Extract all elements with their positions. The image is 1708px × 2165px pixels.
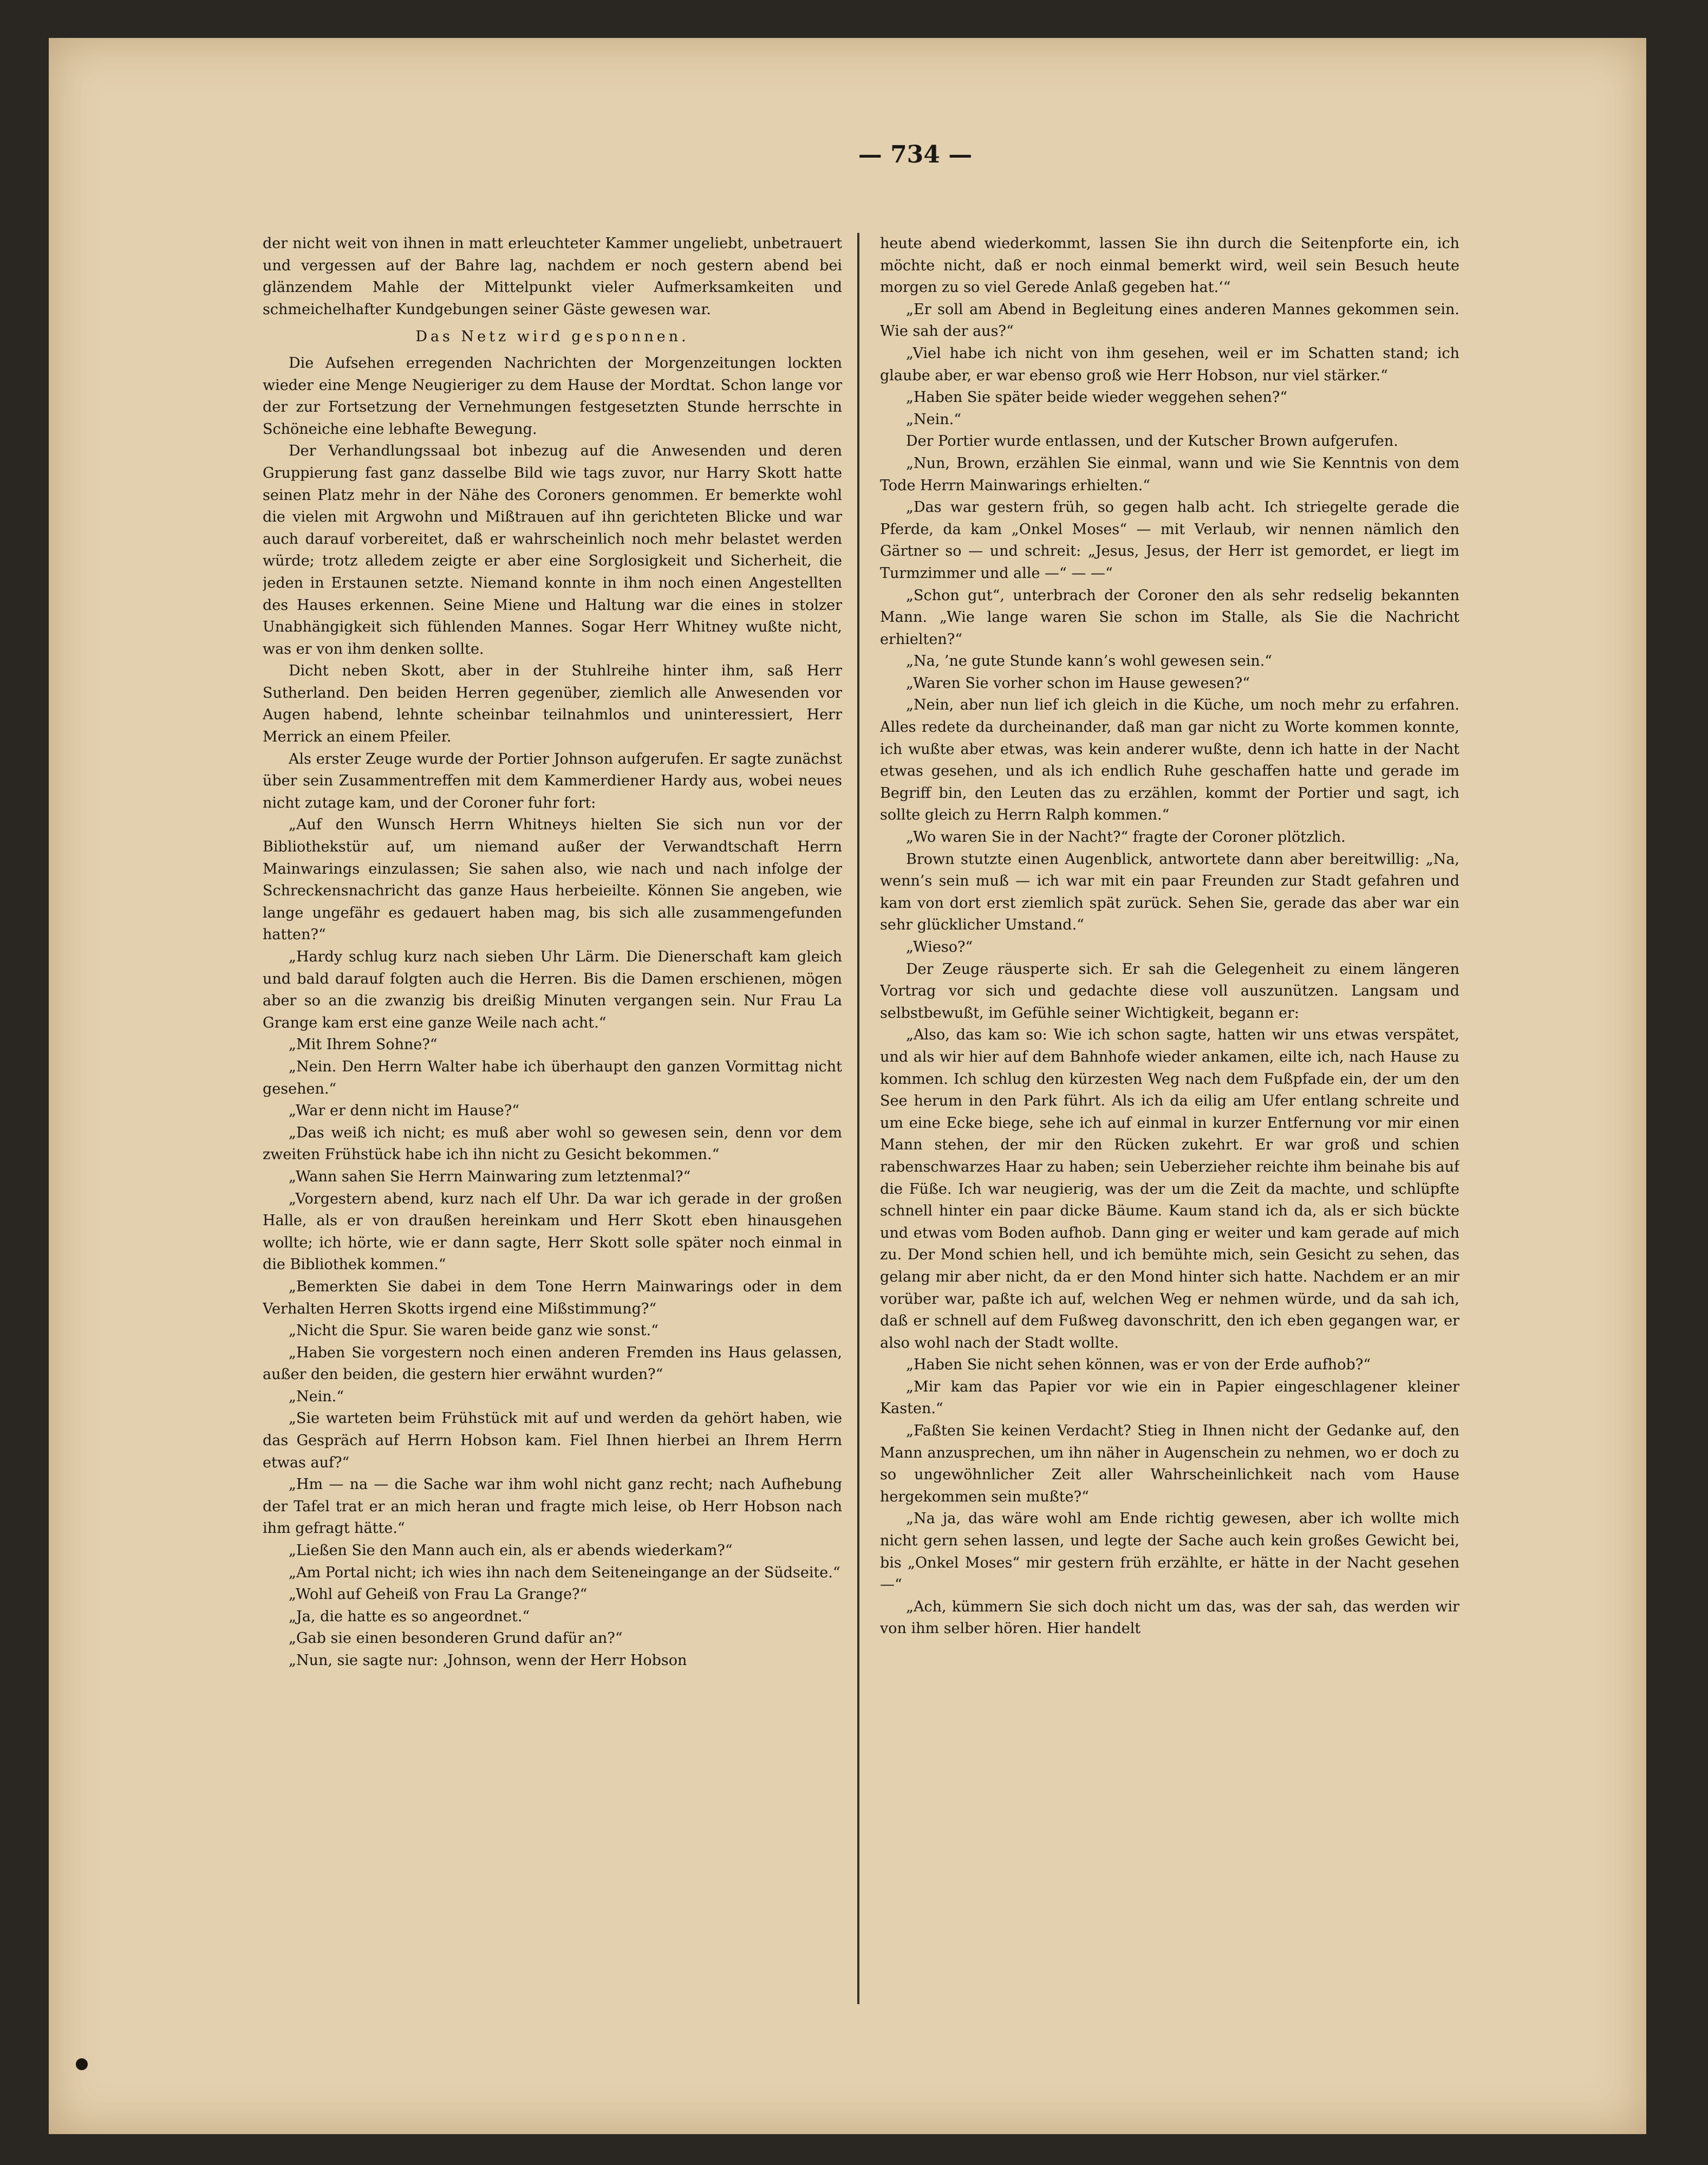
- paragraph: Der Verhandlungssaal bot inbezug auf die Anwesenden und deren Gruppierung fast ganz dasselbe Bild wie tags zuvor, nur Harry Skott hatte seinen Platz mehr in der Nähe des Coroners genommen. Er bemerkte wohl die vielen mit Argwohn und Mißtrauen auf ihn gerichteten Blicke und war auch darauf vorbereitet, daß er wahrscheinlich noch mehr belastet werden würde; trotz alledem zeigte er aber eine Sorglosigkeit und Sicherheit, die jeden in Erstaunen setzte. Niemand konnte in ihm noch einen Angestellten des Hauses erkennen. Seine Miene und Haltung war die eines in stolzer Unabhängigkeit sich fühlenden Mannes. Sogar Herr Whitney wußte nicht, was er von ihm denken sollte.: [263, 443, 842, 658]
- paragraph: „Das war gestern früh, so gegen halb acht. Ich striegelte gerade die Pferde, da kam „Onkel Moses“ — mit Verlaub, wir nennen nämlich den Gärtner so — und schreit: „Jesus, Jesus, der Herr ist gemordet, er liegt im Turmzimmer und alle —“ — —“: [880, 499, 1459, 582]
- paragraph: „Wann sahen Sie Herrn Mainwaring zum letztenmal?“: [289, 1168, 691, 1185]
- paragraph: „Ja, die hatte es so angeordnet.“: [289, 1608, 530, 1625]
- paragraph: heute abend wiederkommt, lassen Sie ihn durch die Seitenpforte ein, ich möchte nicht, daß er noch einmal bemerkt wird, weil sein Besuch heute morgen zu so viel Gerede Anlaß gegeben hat.‘“: [880, 235, 1459, 296]
- paragraph: „Er soll am Abend in Begleitung eines anderen Mannes gekommen sein. Wie sah der aus?“: [880, 301, 1459, 340]
- right-column: [880, 233, 1459, 2010]
- paragraph: „Ließen Sie den Mann auch ein, als er abends wiederkam?“: [289, 1542, 733, 1559]
- paragraph: „War er denn nicht im Hause?“: [289, 1102, 520, 1120]
- paragraph: „Nun, sie sagte nur: ‚Johnson, wenn der Herr Hobson: [289, 1652, 687, 1669]
- paragraph: „Mir kam das Papier vor wie ein in Papier eingeschlagener kleiner Kasten.“: [880, 1378, 1459, 1418]
- paragraph: Der Portier wurde entlassen, und der Kutscher Brown aufgerufen.: [906, 433, 1398, 450]
- paragraph: „Nein.“: [906, 411, 962, 428]
- binding-hole: [76, 2058, 88, 2070]
- paragraph: „Bemerkten Sie dabei in dem Tone Herrn Mainwarings oder in dem Verhalten Herren Skotts irgend eine Mißstimmung?“: [263, 1278, 842, 1317]
- paragraph: Brown stutzte einen Augenblick, antwortete dann aber bereitwillig: „Na, wenn’s sein muß — ich war mit ein paar Freunden zur Stadt gefahren und kam von dort erst ziemlich spät zurück. Sehen Sie, gerade das aber war ein sehr glücklicher Umstand.“: [880, 850, 1459, 934]
- paragraph: „Ach, kümmern Sie sich doch nicht um das, was der sah, das werden wir von ihm selber hören. Hier handelt: [880, 1598, 1459, 1637]
- paragraph: „Haben Sie später beide wieder weggehen sehen?“: [906, 389, 1288, 406]
- paragraph: Dicht neben Skott, aber in der Stuhlreihe hinter ihm, saß Herr Sutherland. Den beiden Herren gegenüber, ziemlich alle Anwesenden vor Augen habend, lehnte scheinbar teilnahmlos und uninteressiert, Herr Merrick an einem Pfeiler.: [263, 662, 842, 746]
- page-number: — 734 —: [858, 141, 973, 168]
- newspaper-page: [49, 38, 1646, 2134]
- paragraph: „Wohl auf Geheiß von Frau La Grange?“: [289, 1586, 588, 1603]
- paragraph: „Hm — na — die Sache war ihm wohl nicht ganz recht; nach Aufhebung der Tafel trat er an mich heran und fragte mich leise, ob Herr Hobson nach ihm gefragt hätte.“: [263, 1476, 842, 1537]
- paragraph: „Schon gut“, unterbrach der Coroner den als sehr redselig bekannten Mann. „Wie lange waren Sie schon im Stalle, als Sie die Nachricht erhielten?“: [880, 587, 1459, 648]
- paragraph: Als erster Zeuge wurde der Portier Johnson aufgerufen. Er sagte zunächst über sein Zusammentreffen mit dem Kammerdiener Hardy aus, wobei neues nicht zutage kam, und der Coroner fuhr fort:: [263, 750, 842, 811]
- paragraph: „Wo waren Sie in der Nacht?“ fragte der Coroner plötzlich.: [906, 829, 1346, 846]
- paragraph: „Das weiß ich nicht; es muß aber wohl so gewesen sein, denn vor dem zweiten Frühstück habe ich ihn nicht zu Gesicht bekommen.“: [263, 1124, 842, 1163]
- paragraph: „Auf den Wunsch Herrn Whitneys hielten Sie sich nun vor der Bibliothekstür auf, um niemand außer der Verwandtschaft Herrn Mainwarings einzulassen; Sie sahen also, wie nach und nach infolge der Schreckensnachricht das ganze Haus herbeieilte. Können Sie angeben, wie lange ungefähr es gedauert haben mag, bis sich alle zusammengefunden hatten?“: [263, 816, 842, 944]
- paragraph: „Am Portal nicht; ich wies ihn nach dem Seiteneingange an der Südseite.“: [289, 1564, 840, 1581]
- paragraph: „Nicht die Spur. Sie waren beide ganz wie sonst.“: [289, 1322, 659, 1340]
- paragraph: „Wieso?“: [906, 939, 973, 955]
- paragraph: „Na, ’ne gute Stunde kann’s wohl gewesen sein.“: [906, 653, 1273, 670]
- column-divider: [857, 233, 859, 2004]
- section-heading: Das Netz wird gesponnen.: [415, 328, 689, 346]
- paragraph: der nicht weit von ihnen in matt erleuchteter Kammer ungeliebt, unbetrauert und vergessen auf der Bahre lag, nachdem er noch gestern abend bei glänzendem Mahle der Mittelpunkt vieler Aufmerksamkeiten und schmeichelhafter Kundgebungen seiner Gäste gewesen war.: [263, 235, 842, 318]
- paragraph: „Hardy schlug kurz nach sieben Uhr Lärm. Die Dienerschaft kam gleich und bald darauf folgten auch die Herren. Bis die Damen erschienen, mögen aber so an die zwanzig bis dreißig Minuten vergangen sein. Nur Frau La Grange kam erst eine ganze Weile nach acht.“: [263, 948, 842, 1031]
- left-column: [263, 233, 842, 2010]
- paragraph: Der Zeuge räusperte sich. Er sah die Gelegenheit zu einem längeren Vortrag vor sich und gedachte diese voll auszunützen. Langsam und selbstbewußt, im Gefühle seiner Wichtigkeit, begann er:: [880, 960, 1459, 1022]
- paragraph: „Viel habe ich nicht von ihm gesehen, weil er im Schatten stand; ich glaube aber, er war ebenso groß wie Herr Hobson, nur viel stärker.“: [880, 344, 1459, 384]
- paragraph: „Nein, aber nun lief ich gleich in die Küche, um noch mehr zu erfahren. Alles redete da durcheinander, daß man gar nicht zu Worte kommen konnte, ich wußte aber etwas, was kein anderer wußte, denn ich hatte in der Nacht etwas gesehen, und als ich endlich Ruhe geschaffen hatte und gerade im Begriff bin, den Leuten das zu erzählen, kommt der Portier und sagt, ich sollte gleich zu Herrn Ralph kommen.“: [880, 697, 1459, 824]
- paragraph: Die Aufsehen erregenden Nachrichten der Morgenzeitungen lockten wieder eine Menge Neugieriger zu dem Hause der Mordtat. Schon lange vor der zur Fortsetzung der Vernehmungen festgesetzten Stunde herrschte in Schöneiche eine lebhafte Bewegung.: [263, 354, 842, 438]
- paragraph: „Faßten Sie keinen Verdacht? Stieg in Ihnen nicht der Gedanke auf, den Mann anzusprechen, um ihn näher in Augenschein zu nehmen, wo er doch zu so ungewöhnlicher Zeit aller Wahrscheinlichkeit nach vom Hause hergekommen sein mußte?“: [880, 1422, 1459, 1505]
- paragraph: „Nein.“: [289, 1388, 344, 1405]
- paragraph: „Waren Sie vorher schon im Hause gewesen?“: [906, 674, 1250, 692]
- paragraph: „Na ja, das wäre wohl am Ende richtig gewesen, aber ich wollte mich nicht gern sehen lassen, und legte der Sache auch kein großes Gewicht bei, bis „Onkel Moses“ mir gestern früh erzählte, er hätte in der Nacht gesehen —“: [880, 1510, 1459, 1594]
- paragraph: „Sie warteten beim Frühstück mit auf und werden da gehört haben, wie das Gespräch auf Herrn Hobson kam. Fiel Ihnen hierbei an Ihrem Herrn etwas auf?“: [263, 1410, 842, 1471]
- paragraph: „Mit Ihrem Sohne?“: [289, 1036, 438, 1054]
- paragraph: „Also, das kam so: Wie ich schon sagte, hatten wir uns etwas verspätet, und als wir hier auf dem Bahnhofe wieder ankamen, eilte ich, nach Hause zu kommen. Ich schlug den kürzesten Weg nach dem Fußpfade ein, der um den See herum in den Park führt. Als ich da eilig am Ufer entlang schreite und um eine Ecke biege, sehe ich auf einmal in kurzer Entfernung vor mir einen Mann stehen, der mir den Rücken zukehrt. Er war groß und schien rabenschwarzes Haar zu haben; sein Ueberzieher reichte ihm beinahe bis auf die Füße. Ich war neugierig, was der um die Zeit da machte, und schlüpfte schnell hinter ein paar dicke Bäume. Kaum stand ich da, als er sich bückte und etwas vom Boden aufhob. Dann ging er weiter und kam gerade auf mich zu. Der Mond schien hell, und ich bemühte mich, sein Gesicht zu sehen, das gelang mir aber nicht, da er den Mond hinter sich hatte. Nachdem er an mir vorüber war, paßte ich auf, welchen Weg er nehmen würde, und da sah ich, daß er schnell auf dem Fußweg davonschritt, den ich eben gegangen war, er also wohl nach der Stadt wollte.: [880, 1026, 1459, 1351]
- paragraph: „Nein. Den Herrn Walter habe ich überhaupt den ganzen Vormittag nicht gesehen.“: [263, 1058, 842, 1097]
- paragraph: „Nun, Brown, erzählen Sie einmal, wann und wie Sie Kenntnis von dem Tode Herrn Mainwarings erhielten.“: [880, 454, 1459, 494]
- paragraph: „Vorgestern abend, kurz nach elf Uhr. Da war ich gerade in der großen Halle, als er von draußen hereinkam und Herr Skott eben hinausgehen wollte; ich hörte, wie er dann sagte, Herr Skott solle später noch einmal in die Bibliothek kommen.“: [263, 1190, 842, 1273]
- paragraph: „Haben Sie nicht sehen können, was er von der Erde aufhob?“: [906, 1356, 1371, 1374]
- paragraph: „Gab sie einen besonderen Grund dafür an?“: [289, 1630, 623, 1647]
- paragraph: „Haben Sie vorgestern noch einen anderen Fremden ins Haus gelassen, außer den beiden, die gestern hier erwähnt wurden?“: [263, 1344, 842, 1383]
